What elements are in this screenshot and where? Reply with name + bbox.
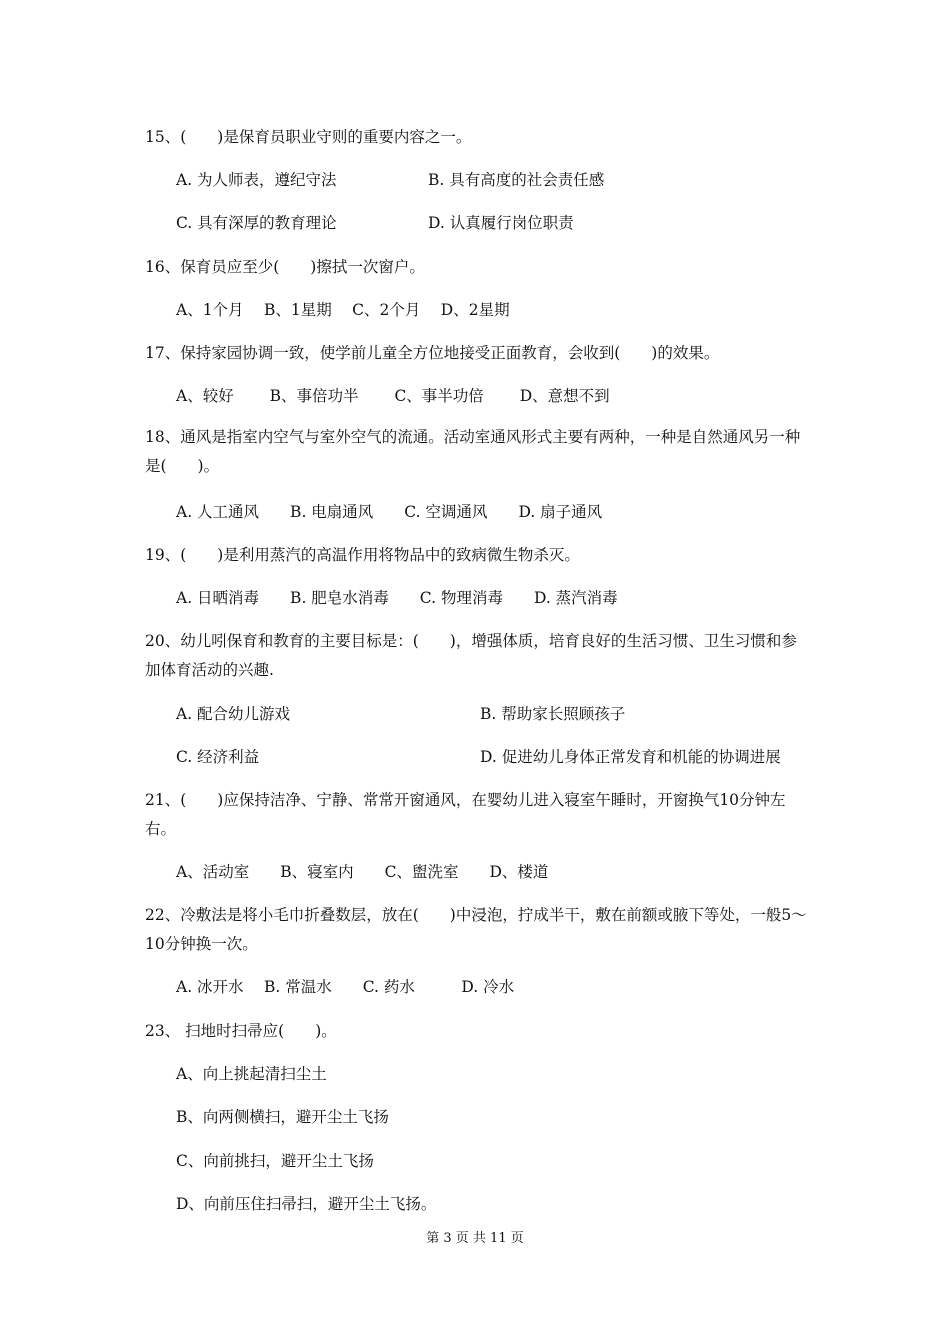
question-23-stem: 23、 扫地时扫帚应( )。 xyxy=(145,1022,337,1040)
question-15-option-b: B. 具有高度的社会责任感 xyxy=(428,171,605,189)
question-17-stem: 17、保持家园协调一致，使学前儿童全方位地接受正面教育，会收到( )的效果。 xyxy=(145,344,720,362)
question-21-options: A、活动室 B、寝室内 C、盥洗室 D、楼道 xyxy=(176,863,549,881)
question-15-option-d: D. 认真履行岗位职责 xyxy=(428,214,574,232)
question-17-options: A、较好 B、事倍功半 C、事半功倍 D、意想不到 xyxy=(176,387,610,405)
question-20-option-c: C. 经济利益 xyxy=(176,748,260,766)
question-18-stem: 18、通风是指室内空气与室外空气的流通。活动室通风形式主要有两种，一种是自然通风另一种是( )。 xyxy=(145,428,801,475)
question-22-stem: 22、冷敷法是将小毛巾折叠数层，放在( )中浸泡，拧成半干，敷在前额或腋下等处，一般5～10分钟换一次。 xyxy=(145,906,807,953)
question-21-stem: 21、( )应保持洁净、宁静、常常开窗通风，在婴幼儿进入寝室午睡时，开窗换气10分钟左右。 xyxy=(145,791,786,838)
question-20-option-d: D. 促进幼儿身体正常发育和机能的协调进展 xyxy=(480,748,781,766)
question-22-options: A. 冰开水 B. 常温水 C. 药水 D. 冷水 xyxy=(176,978,515,996)
question-15-stem: 15、( )是保育员职业守则的重要内容之一。 xyxy=(145,128,472,146)
question-23-option-b: B、向两侧横扫，避开尘土飞扬 xyxy=(176,1108,389,1126)
question-16-options: A、1个月 B、1星期 C、2个月 D、2星期 xyxy=(176,301,510,319)
question-20-option-b: B. 帮助家长照顾孩子 xyxy=(480,705,626,723)
question-23-option-d: D、向前压住扫帚扫，避开尘土飞扬。 xyxy=(176,1195,437,1213)
question-15-option-a: A. 为人师表，遵纪守法 xyxy=(176,171,337,189)
question-23-option-c: C、向前挑扫，避开尘土飞扬 xyxy=(176,1152,374,1170)
question-18-options: A. 人工通风 B. 电扇通风 C. 空调通风 D. 扇子通风 xyxy=(176,503,603,521)
question-20-option-a: A. 配合幼儿游戏 xyxy=(176,705,291,723)
question-15-option-c: C. 具有深厚的教育理论 xyxy=(176,214,337,232)
question-23-option-a: A、向上挑起清扫尘土 xyxy=(176,1065,327,1083)
question-20-stem: 20、幼儿吲保育和教育的主要目标是：( )，增强体质，培育良好的生活习惯、卫生习惯和参加体育活动的兴趣. xyxy=(145,632,797,679)
question-19-stem: 19、( )是利用蒸汽的高温作用将物品中的致病微生物杀灭。 xyxy=(145,546,580,564)
question-16-stem: 16、保育员应至少( )擦拭一次窗户。 xyxy=(145,258,425,276)
page-number-footer: 第 3 页 共 11 页 xyxy=(426,1231,524,1246)
question-19-options: A. 日晒消毒 B. 肥皂水消毒 C. 物理消毒 D. 蒸汽消毒 xyxy=(176,589,618,607)
